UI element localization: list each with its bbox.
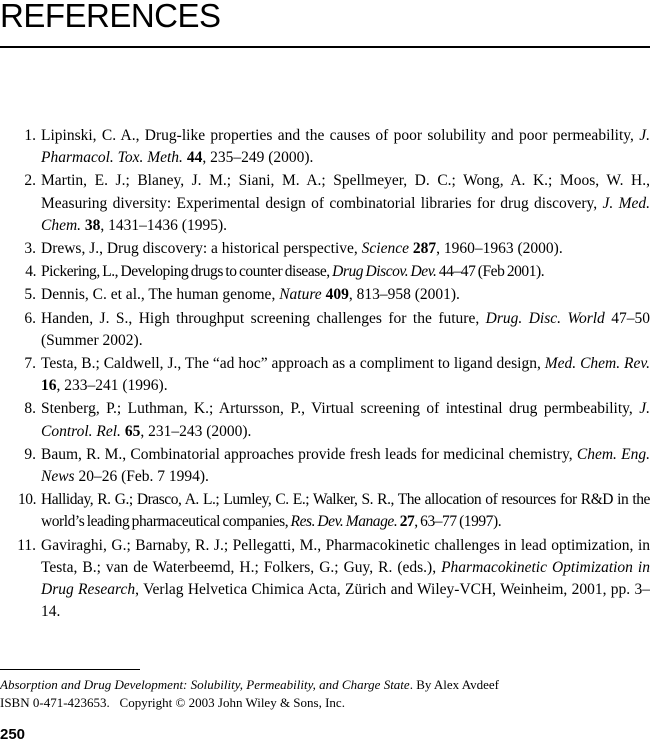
reference-item — [0, 353, 650, 397]
reference-journal: Chem. Eng. News — [41, 445, 650, 486]
reference-text: Drews, J., Drug discovery: a historical perspective, — [41, 240, 362, 258]
reference-item — [0, 444, 650, 488]
reference-text: , 1960–1963 (2000). — [436, 240, 563, 258]
reference-volume: 65 — [124, 422, 141, 440]
footnote-book-title: Absorption and Drug Development: Solubility, Permeability, and Charge State — [0, 677, 410, 692]
reference-volume: 287 — [412, 240, 437, 258]
reference-text: 20–26 (Feb. 7 1994). — [74, 468, 209, 486]
reference-list — [0, 125, 650, 624]
reference-item — [0, 308, 650, 352]
reference-text: Baum, R. M., Combinatorial approaches provide fresh leads for medicinal chemistry, — [41, 445, 577, 463]
reference-item — [0, 535, 650, 624]
header-rule — [0, 46, 650, 48]
reference-journal: Science — [361, 240, 409, 258]
reference-text: , 63–77 (1997). — [414, 513, 502, 531]
reference-text: , 813–958 (2001). — [348, 286, 460, 304]
reference-number: 4. — [25, 263, 36, 281]
reference-item — [0, 489, 650, 533]
reference-journal: J. Med. Chem. — [41, 194, 650, 234]
reference-number: 2. — [24, 172, 36, 190]
reference-text: Lipinski, C. A., Drug-like properties and the causes of poor solubility and poor permeability, — [41, 127, 640, 144]
reference-number: 6. — [24, 309, 36, 327]
reference-text: Halliday, R. G.; Drasco, A. L.; Lumley, C. E.; Walker, S. R., The allocation of resources for R&D in the world’s leading pharmaceutical companies, — [41, 491, 650, 531]
reference-text: Testa, B.; Caldwell, J., The “ad hoc” approach as a compliment to ligand design, — [41, 355, 545, 373]
reference-text: Martin, E. J.; Blaney, J. M.; Siani, M. A.; Spellmeyer, D. C.; Wong, A. K.; Moos, W. H., Measuring diversity: Experimental design of combinatorial libraries for drug discovery, — [41, 172, 650, 212]
reference-text: , 233–241 (1996). — [56, 377, 168, 395]
page-number: 250 — [0, 726, 26, 743]
reference-journal: J. Pharmacol. Tox. Meth. — [41, 127, 650, 167]
reference-volume: 27 — [399, 513, 415, 531]
reference-item — [0, 170, 650, 237]
reference-number: 3. — [24, 240, 36, 258]
reference-item — [0, 238, 650, 260]
reference-item — [0, 398, 650, 442]
reference-number: 11. — [17, 536, 36, 554]
footnote-rule — [0, 669, 140, 670]
page-title: REFERENCES — [0, 0, 221, 34]
footnote-byline: . By Alex Avdeef — [409, 677, 500, 692]
reference-journal: Drug Discov. Dev. — [332, 263, 437, 281]
reference-item — [0, 125, 650, 169]
reference-journal: Drug. Disc. World — [485, 309, 605, 327]
reference-volume: 44 — [186, 149, 203, 167]
footnote — [0, 676, 650, 712]
reference-text: 44–47 (Feb 2001). — [436, 263, 545, 281]
reference-text: Pickering, L., Developing drugs to counter disease, — [41, 263, 333, 281]
footnote-line-2 — [0, 694, 650, 712]
footnote-line-1 — [0, 676, 650, 694]
reference-journal: J. Control. Rel. — [41, 400, 650, 440]
reference-text: , 1431–1436 (1995). — [100, 216, 227, 234]
reference-journal: Res. Dev. Manage. — [290, 513, 398, 531]
reference-text: Stenberg, P.; Luthman, K.; Artursson, P., Virtual screening of intestinal drug permbeability, — [41, 400, 640, 418]
reference-text: Dennis, C. et al., The human genome, — [41, 286, 280, 304]
reference-text: Gaviraghi, G.; Barnaby, R. J.; Pellegatti, M., Pharmacokinetic challenges in lead optimization, in Testa, B.; van de Waterbeemd, H.; Folkers, G.; Guy, R. (eds.), — [41, 536, 650, 576]
reference-journal: Med. Chem. Rev. — [544, 355, 650, 373]
reference-number: 7. — [24, 355, 36, 373]
reference-text: , 235–249 (2000). — [202, 149, 314, 167]
reference-item — [0, 261, 650, 283]
reference-number: 5. — [24, 286, 36, 304]
reference-journal: Nature — [279, 286, 322, 304]
reference-journal: Pharmacokinetic Optimization in Drug Research — [41, 558, 650, 599]
reference-number: 1. — [24, 127, 36, 144]
reference-number: 10. — [17, 491, 36, 509]
reference-volume: 38 — [84, 216, 101, 234]
reference-volume: 409 — [325, 286, 349, 304]
reference-text: Handen, J. S., High throughput screening challenges for the future, — [41, 309, 486, 327]
reference-item — [0, 284, 650, 306]
reference-number: 8. — [24, 400, 36, 418]
reference-text: , Verlag Helvetica Chimica Acta, Zürich and Wiley-VCH, Weinheim, 2001, pp. 3–14. — [41, 581, 650, 621]
reference-number: 9. — [24, 445, 36, 463]
reference-text: 47–50 (Summer 2002). — [41, 309, 650, 349]
reference-text: , 231–243 (2000). — [140, 422, 252, 440]
footnote-isbn: ISBN 0-471-423653. — [0, 695, 110, 710]
footnote-copyright: Copyright © 2003 John Wiley & Sons, Inc. — [119, 695, 345, 710]
reference-volume: 16 — [41, 377, 57, 395]
